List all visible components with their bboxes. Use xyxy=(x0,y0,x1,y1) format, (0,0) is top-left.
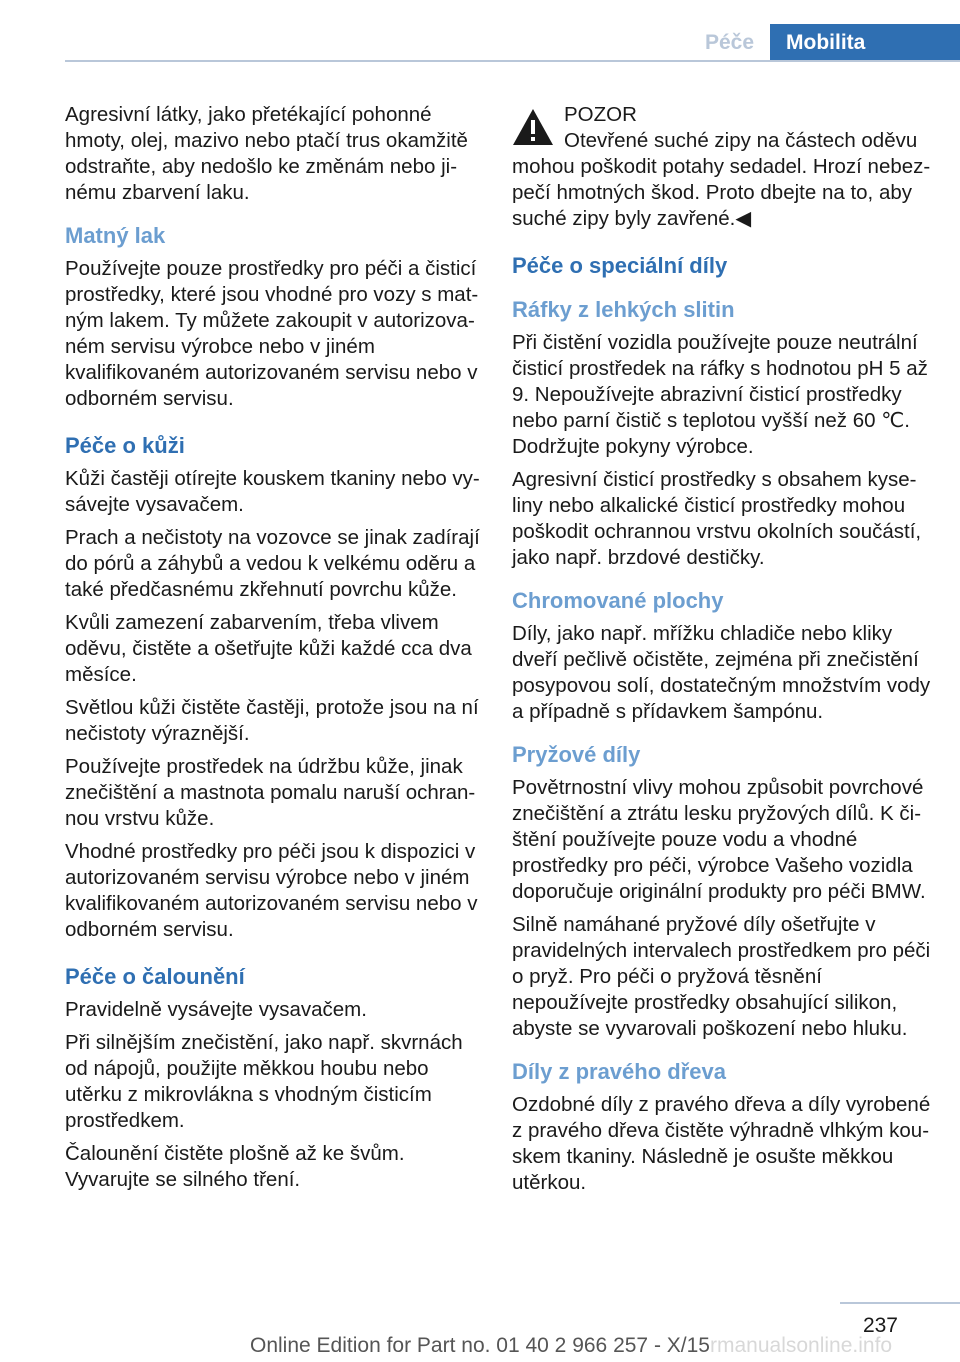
tab-mobilita[interactable]: Mobilita xyxy=(770,24,960,62)
watermark: rmanualsonline.info xyxy=(710,1334,893,1357)
kuze-paragraph: Kůži častěji otírejte kouskem tkaniny nebo vysávejte vysavačem. xyxy=(65,467,480,516)
warning-text-content: Otevřené suché zipy na částech oděvu mohou poškodit potahy sedadel. Hrozí nebezpečí hmotných škod. Proto dbejte na to, aby suché zipy byly zavřené.◀ xyxy=(512,129,931,230)
warning-box xyxy=(512,102,932,128)
header-tabs xyxy=(689,24,960,62)
section-heading-rafky: Ráfky z lehkých slitin xyxy=(512,297,735,322)
section-heading-pece-o-kuzi: Péče o kůži xyxy=(65,433,185,458)
kuze-paragraph: Prach a nečistoty na vozovce se jinak zadírají do pórů a záhybů a vedou k velkému oděru a také předčasnému zkřehnutí povrchu kůže. xyxy=(65,526,480,601)
page-number: 237 xyxy=(862,1314,898,1337)
pryzove-paragraph: Silně namáhané pryžové díly ošetřujte v pravidelných intervalech prostředkem pro péči o pryž. Pro péči o pryžová těsnění nepoužívejte prostředky obsahující silikon, abyste se vyvarovali poškození nebo hluku. xyxy=(512,913,931,1040)
right-column xyxy=(512,102,932,1203)
kuze-paragraph: Kvůli zamezení zabarvením, třeba vlivem oděvu, čistěte a ošetřujte kůži každé cca dva měsíce. xyxy=(65,611,472,686)
calouneni-paragraph: Při silnějším znečistění, jako např. skvrnách od nápojů, použijte měkkou houbu nebo utěrku z mikrovlákna s vhodným čisticím prostředkem. xyxy=(65,1031,463,1132)
warning-title: POZOR xyxy=(564,103,637,126)
kuze-paragraph: Používejte prostředek na údržbu kůže, jinak znečištění a mastnota pomalu naruší ochrannou vrstvu kůže. xyxy=(65,755,476,830)
rafky-paragraph: Agresivní čisticí prostředky s obsahem kyseliny nebo alkalické čisticí prostředky mohou poškodit ochrannou vrstvu okolních součástí, jako např. brzdové destičky. xyxy=(512,468,922,569)
matny-lak-text: Používejte pouze prostředky pro péči a čisticí prostředky, které jsou vhodné pro vozy s matným lakem. Ty můžete zakoupit v autorizovaném servisu výrobce nebo v jiném kvalifikovaném autorizovaném servisu nebo v odborném servisu. xyxy=(65,257,479,410)
section-heading-pryzove: Pryžové díly xyxy=(512,742,641,767)
section-heading-matny-lak: Matný lak xyxy=(65,223,166,248)
left-column xyxy=(65,102,481,1200)
edition-footer: Online Edition for Part no. 01 40 2 966 257 - X/15 xyxy=(250,1334,710,1357)
drevo-text: Ozdobné díly z pravého dřeva a díly vyrobené z pravého dřeva čistěte výhradně vlhkým kouskem tkaniny. Následně je osušte měkkou utěrkou. xyxy=(512,1093,931,1194)
warning-triangle-icon xyxy=(512,108,554,146)
pryzove-paragraph: Povětrnostní vlivy mohou způsobit povrchové znečištění a ztrátu lesku pryžových dílů. K čištění používejte pouze vodu a vhodné prostředky pro péči, výrobce Vašeho vozidla doporučuje originální produkty pro péči BMW. xyxy=(512,776,926,903)
section-heading-drevo: Díly z pravého dřeva xyxy=(512,1059,726,1084)
warning-text xyxy=(512,128,932,232)
intro-paragraph: Agresivní látky, jako přetékající pohonné hmoty, olej, mazivo nebo ptačí trus okamžitě odstraňte, aby nedošlo ke změnám nebo jinému zbarvení laku. xyxy=(65,103,468,204)
kuze-paragraph: Vhodné prostředky pro péči jsou k dispozici v autorizovaném servisu výrobce nebo v jiném kvalifikovaném autorizovaném servisu nebo v odborném servisu. xyxy=(65,840,478,941)
rafky-paragraph: Při čistění vozidla používejte pouze neutrální čisticí prostředek na ráfky s hodnotou pH 5 až 9. Nepoužívejte abrazivní čisticí prostředky nebo parní čistič s teplotou vyšší než 60 ℃. Dodržujte pokyny výrobce. xyxy=(512,331,928,458)
chromovane-text: Díly, jako např. mřížku chladiče nebo kliky dveří pečlivě očistěte, zejména při znečistění posypovou solí, dostatečným množstvím vody a případně s přídavkem šampónu. xyxy=(512,622,931,723)
section-heading-pece-o-calouneni: Péče o čalounění xyxy=(65,964,245,989)
tab-pece[interactable]: Péče xyxy=(704,31,754,54)
kuze-paragraph: Světlou kůži čistěte častěji, protože jsou na ní nečistoty výraznější. xyxy=(65,696,479,745)
calouneni-paragraph: Čalounění čistěte plošně až ke švům. Vyvarujte se silného tření. xyxy=(65,1142,405,1191)
header-divider xyxy=(65,60,960,62)
section-heading-chromovane: Chromované plochy xyxy=(512,588,724,613)
footer-divider xyxy=(840,1302,960,1304)
main-heading-specialni-dily: Péče o speciální díly xyxy=(512,253,728,278)
calouneni-paragraph: Pravidelně vysávejte vysavačem. xyxy=(65,998,367,1021)
